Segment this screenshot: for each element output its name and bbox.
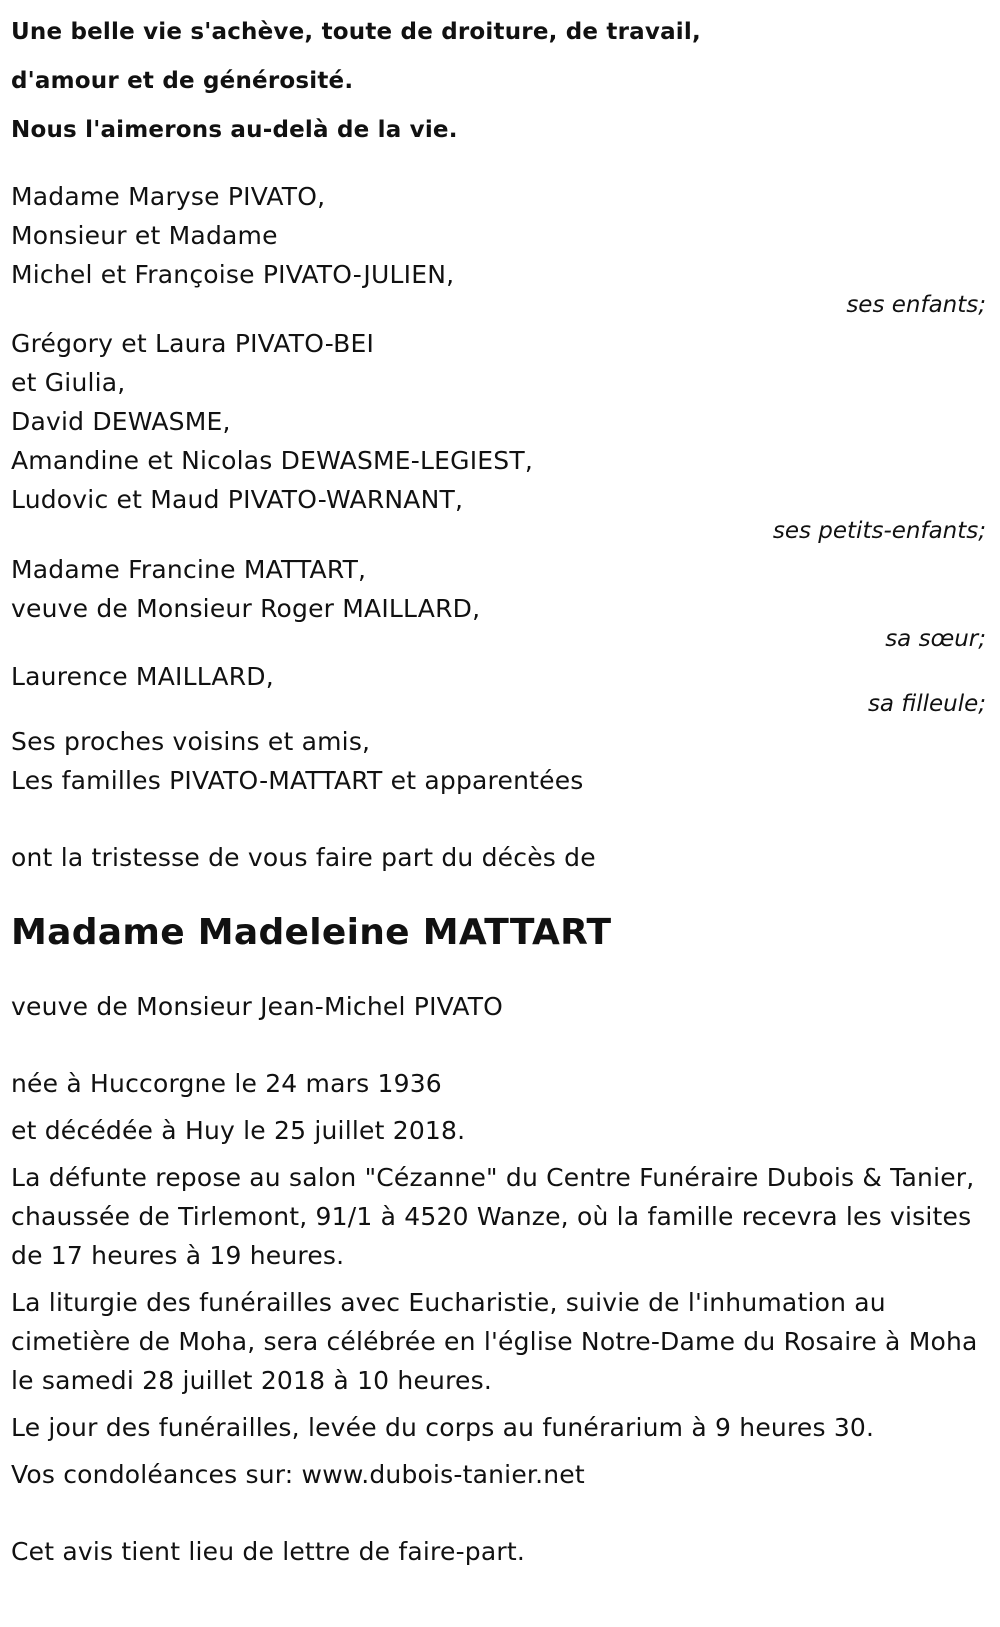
family-line: Ses proches voisins et amis, bbox=[11, 727, 371, 756]
family-group-grandchildren bbox=[11, 324, 986, 546]
family-line: Laurence MAILLARD, bbox=[11, 662, 274, 691]
footer-note: Cet avis tient lieu de lettre de faire-part. bbox=[11, 1537, 526, 1566]
family-role-label: sa filleule; bbox=[867, 691, 986, 717]
intro-line-3: Nous l'aimerons au-delà de la vie. bbox=[11, 117, 458, 143]
family-line: David DEWASME, bbox=[11, 407, 231, 436]
family-line: Monsieur et Madame bbox=[11, 221, 278, 250]
family-role-label: ses petits-enfants; bbox=[772, 518, 986, 544]
family-line: Madame Francine MATTART, bbox=[11, 555, 367, 584]
family-group-others bbox=[11, 722, 986, 800]
departure-details: Le jour des funérailles, levée du corps au funérarium à 9 heures 30. bbox=[11, 1413, 875, 1442]
family-line: Les familles PIVATO-MATTART et apparentées bbox=[11, 766, 584, 795]
family-line: et Giulia, bbox=[11, 368, 126, 397]
family-line: Amandine et Nicolas DEWASME-LEGIEST, bbox=[11, 446, 533, 475]
family-line: Madame Maryse PIVATO, bbox=[11, 182, 326, 211]
condolences-link[interactable]: Vos condoléances sur: www.dubois-tanier.net bbox=[11, 1460, 585, 1489]
family-line: Grégory et Laura PIVATO-BEI bbox=[11, 329, 375, 358]
family-role-label: sa sœur; bbox=[885, 626, 986, 652]
intro-line-1: Une belle vie s'achève, toute de droiture, de travail, bbox=[11, 19, 701, 45]
birth-info: née à Huccorgne le 24 mars 1936 bbox=[11, 1069, 442, 1098]
obituary-notice bbox=[11, 0, 986, 1571]
deceased-widow-of: veuve de Monsieur Jean-Michel PIVATO bbox=[11, 992, 504, 1021]
viewing-details: La défunte repose au salon "Cézanne" du Centre Funéraire Dubois & Tanier, chaussée de Tirlemont, 91/1 à 4520 Wanze, où la famille recevra les visites de 17 heures à 19 heures. bbox=[11, 1163, 975, 1270]
deceased-name: Madame Madeleine MATTART bbox=[11, 912, 612, 953]
family-group-goddaughter bbox=[11, 657, 986, 719]
death-info: et décédée à Huy le 25 juillet 2018. bbox=[11, 1116, 466, 1145]
family-role-label: ses enfants; bbox=[846, 292, 986, 318]
intro-quote bbox=[11, 0, 986, 155]
liturgy-details: La liturgie des funérailles avec Eucharistie, suivie de l'inhumation au cimetière de Moha, sera célébrée en l'église Notre-Dame du Rosaire à Moha le samedi 28 juillet 2018 à 10 heures. bbox=[11, 1288, 978, 1395]
family-group-children bbox=[11, 177, 986, 320]
family-line: Michel et Françoise PIVATO-JULIEN, bbox=[11, 260, 455, 289]
announcement-text: ont la tristesse de vous faire part du décès de bbox=[11, 843, 596, 872]
intro-line-2: d'amour et de générosité. bbox=[11, 68, 354, 94]
family-line: Ludovic et Maud PIVATO-WARNANT, bbox=[11, 485, 464, 514]
family-group-sister bbox=[11, 550, 986, 654]
family-line: veuve de Monsieur Roger MAILLARD, bbox=[11, 594, 481, 623]
